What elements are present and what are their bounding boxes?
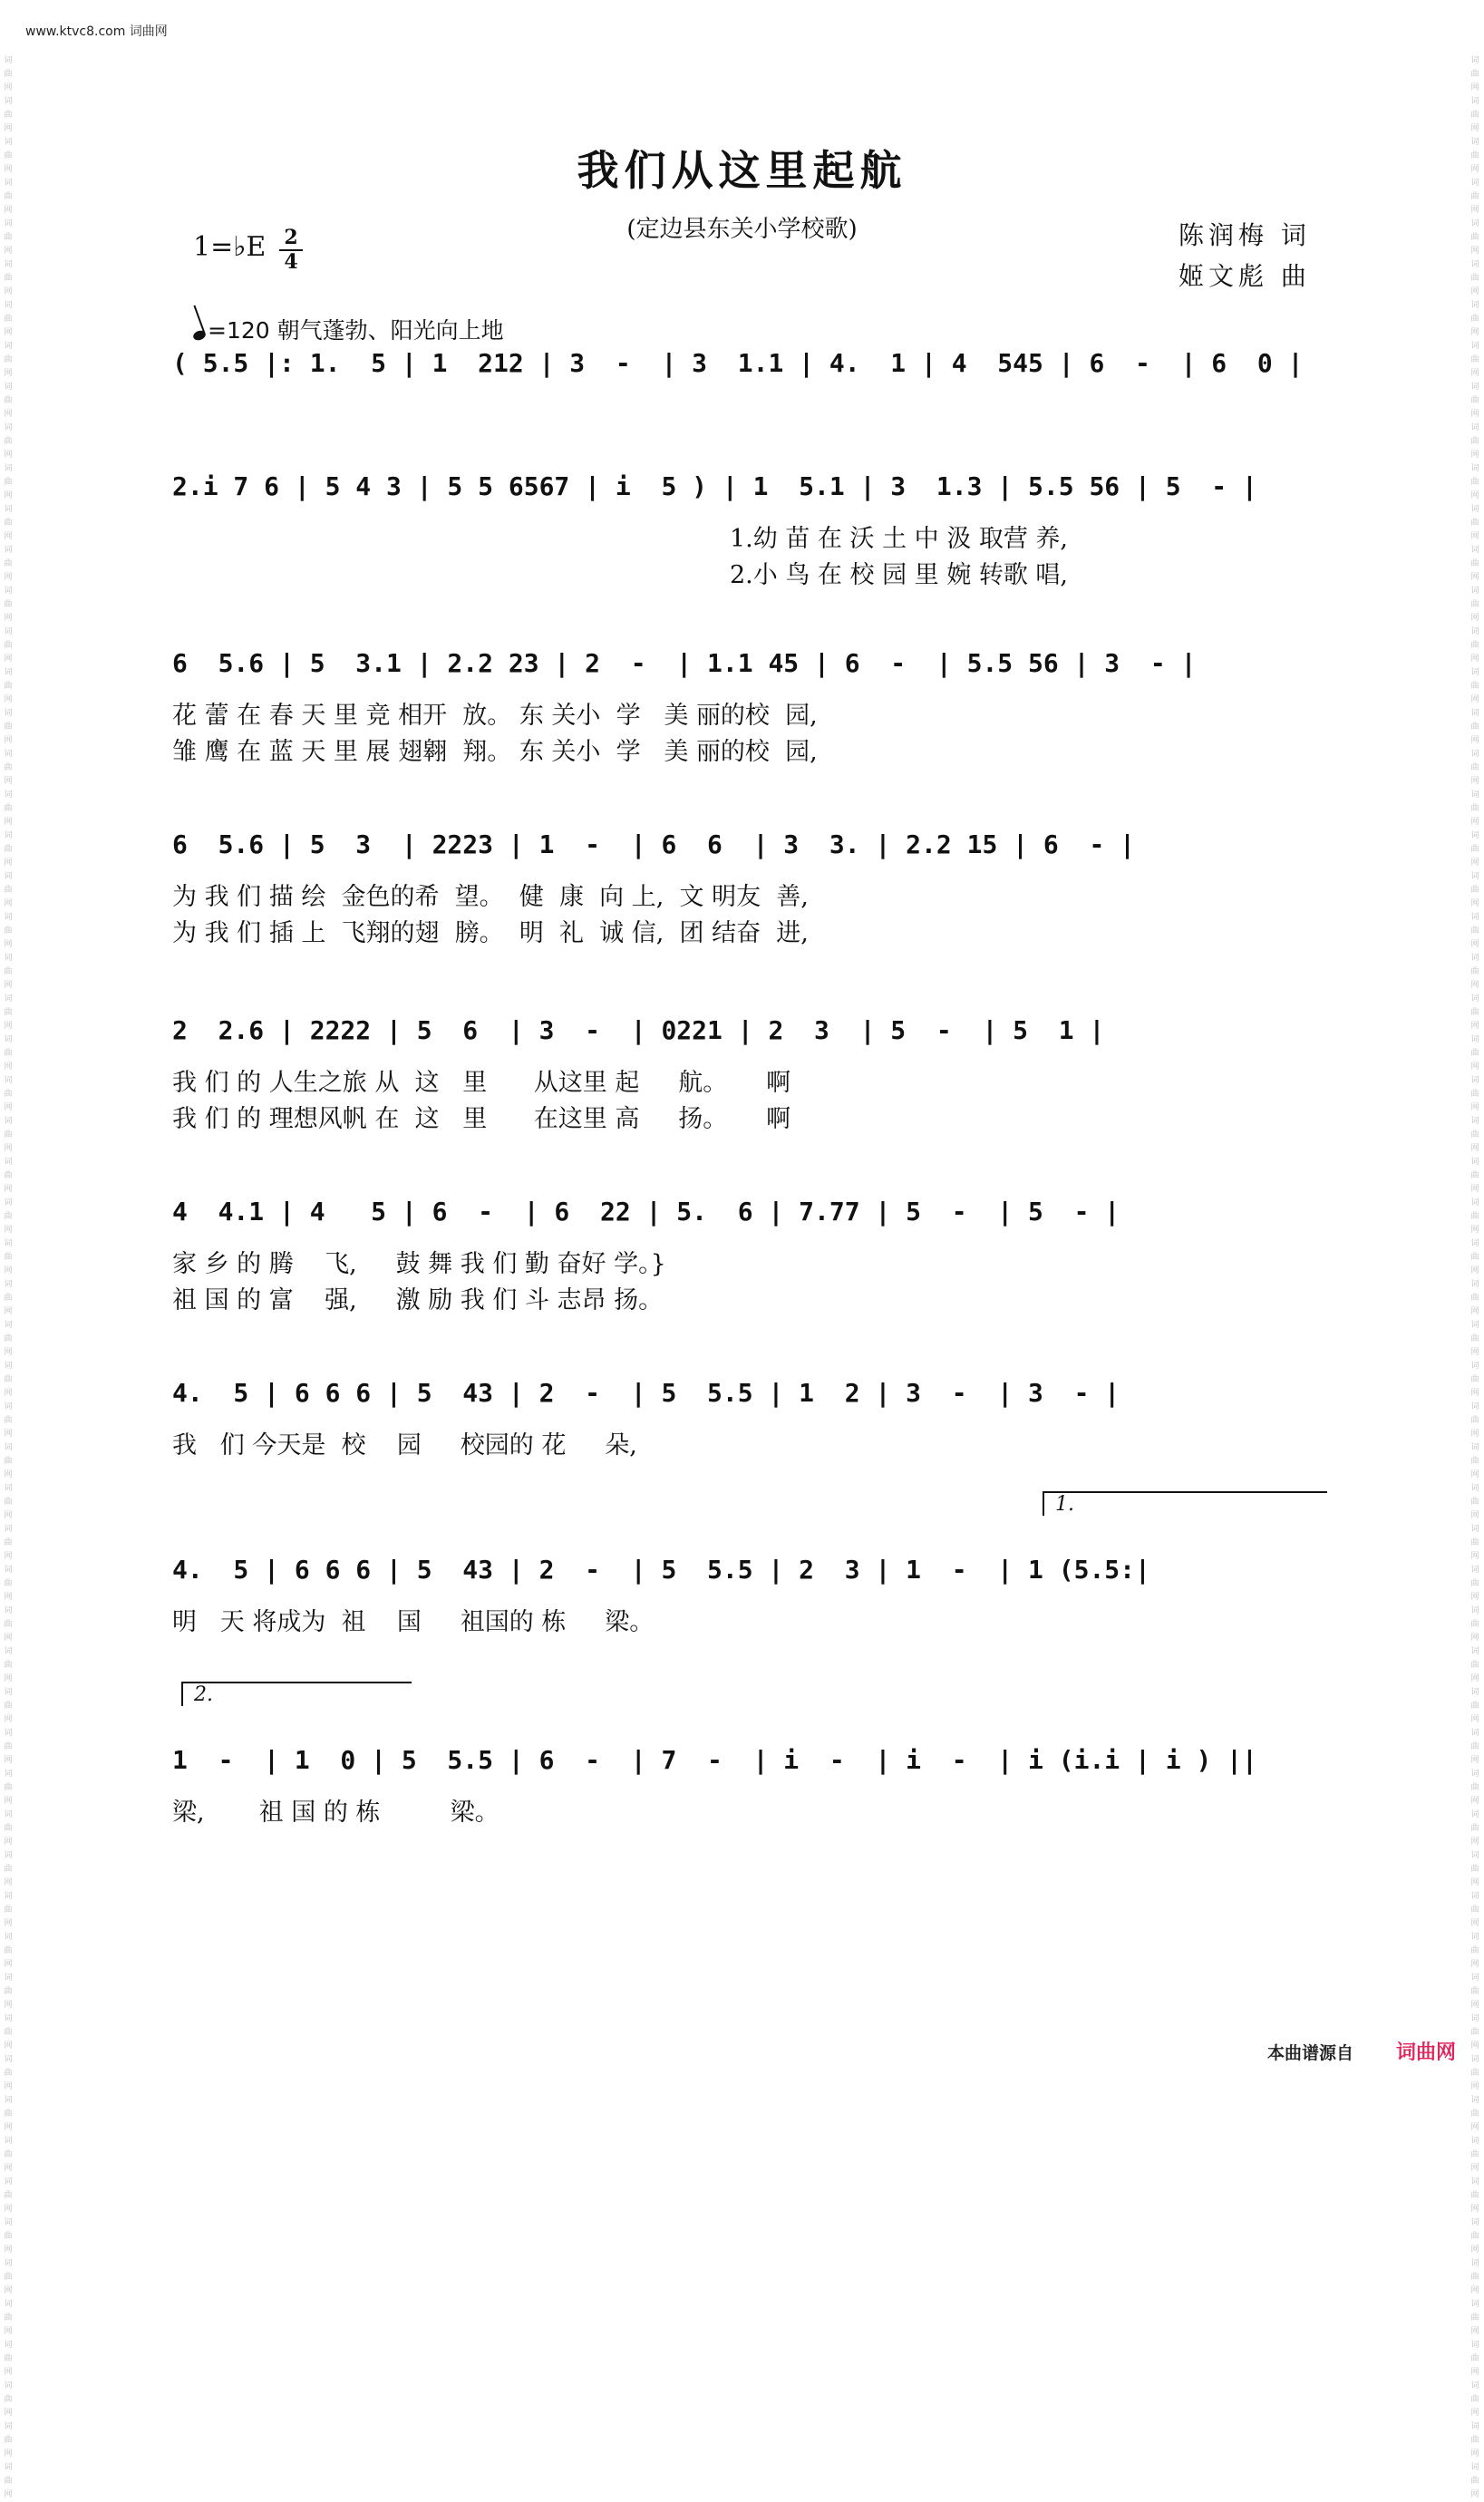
notation-line-9: 1 - | 1 0 | 5 5.5 | 6 - | 7 - | i - | i - | i (i.i | i ) || bbox=[172, 1745, 1257, 1775]
lyric-line-3-1: 花 蕾 在 春 天 里 竞 相开 放。 东 关小 学 美 丽的校 园, bbox=[172, 702, 818, 730]
notation-line-6: 4 4.1 | 4 5 | 6 - | 6 22 | 5. 6 | 7.77 | 5 - | 5 - | bbox=[172, 1197, 1120, 1227]
lyric-line-7-1: 我 们 今天是 校 园 校园的 花 朵, bbox=[172, 1431, 637, 1460]
watermark-right: 词曲网词曲网词曲网词曲网词曲网词曲网词曲网词曲网词曲网词曲网词曲网词曲网词曲网词曲网词曲网词曲网词曲网词曲网词曲网词曲网词曲网词曲网词曲网词曲网词曲网词曲网词曲网词曲网词曲网词曲网词曲网词曲网词曲网词曲网词曲网词曲网词曲网词曲网词曲网词曲网词曲网词曲网词曲网词曲网词曲网词曲网词曲网词曲网词曲网词曲网词曲网词曲网词曲网词曲网词曲网词曲网词曲网词曲网词曲网词曲网 bbox=[1470, 56, 1479, 2499]
site-url: www.ktvc8.com 词曲网 bbox=[25, 24, 168, 39]
notation-line-4: 6 5.6 | 5 3 | 2223 | 1 - | 6 6 | 3 3. | 2.2 15 | 6 - | bbox=[172, 829, 1136, 859]
tempo-text: =120 朝气蓬勃、阳光向上地 bbox=[208, 317, 504, 344]
lyric-line-8-1: 明 天 将成为 祖 国 祖国的 栋 梁。 bbox=[172, 1608, 655, 1636]
volta-bracket-1: 1. bbox=[1043, 1491, 1327, 1516]
notation-line-8: 4. 5 | 6 6 6 | 5 43 | 2 - | 5 5.5 | 2 3 | 1 - | 1 (5.5:| bbox=[172, 1555, 1150, 1585]
lyric-line-5-1: 我 们 的 人生之旅 从 这 里 从这里 起 航。 啊 bbox=[172, 1069, 791, 1097]
quarter-note-icon bbox=[192, 329, 208, 342]
lyric-line-5-2: 我 们 的 理想风帆 在 这 里 在这里 高 扬。 啊 bbox=[172, 1105, 791, 1133]
footer-source: 本曲谱源自 bbox=[1267, 2043, 1354, 2063]
lyric-line-2-2: 2.小 鸟 在 校 园 里 婉 转歌 唱, bbox=[730, 561, 1069, 589]
lyric-line-2-1: 1.幼 苗 在 沃 土 中 汲 取营 养, bbox=[730, 525, 1069, 553]
lyricist-credit: 陈润梅 词 bbox=[1178, 220, 1311, 250]
lyric-line-4-2: 为 我 们 插 上 飞翔的翅 膀。 明 礼 诚 信, 团 结奋 进, bbox=[172, 919, 809, 947]
time-sig-bottom: 4 bbox=[284, 250, 298, 274]
notation-line-7: 4. 5 | 6 6 6 | 5 43 | 2 - | 5 5.5 | 1 2 | 3 - | 3 - | bbox=[172, 1378, 1120, 1408]
volta-bracket-2: 2. bbox=[181, 1682, 412, 1706]
lyric-line-9-1: 梁, 祖 国 的 栋 梁。 bbox=[172, 1799, 500, 1827]
footer-brand: 词曲网 bbox=[1396, 2041, 1457, 2064]
notation-line-5: 2 2.6 | 2222 | 5 6 | 3 - | 0221 | 2 3 | 5 - | 5 1 | bbox=[172, 1015, 1105, 1045]
lyric-line-3-2: 雏 鹰 在 蓝 天 里 展 翅翱 翔。 东 关小 学 美 丽的校 园, bbox=[172, 738, 818, 766]
lyric-line-4-1: 为 我 们 描 绘 金色的希 望。 健 康 向 上, 文 明友 善, bbox=[172, 883, 809, 911]
lyric-line-6-2: 祖 国 的 富 强, 激 励 我 们 斗 志昂 扬。 bbox=[172, 1286, 664, 1314]
notation-line-2: 2.i 7 6 | 5 4 3 | 5 5 6567 | i 5 ) | 1 5.1 | 3 1.3 | 5.5 56 | 5 - | bbox=[172, 471, 1257, 501]
lyric-line-6-1: 家 乡 的 腾 飞, 鼓 舞 我 们 勤 奋好 学。} bbox=[172, 1250, 666, 1278]
notation-line-1: ( 5.5 |: 1. 5 | 1 212 | 3 - | 3 1.1 | 4. 1 | 4 545 | 6 - | 6 0 | bbox=[172, 348, 1304, 378]
watermark-left: 词曲网词曲网词曲网词曲网词曲网词曲网词曲网词曲网词曲网词曲网词曲网词曲网词曲网词曲网词曲网词曲网词曲网词曲网词曲网词曲网词曲网词曲网词曲网词曲网词曲网词曲网词曲网词曲网词曲网词曲网词曲网词曲网词曲网词曲网词曲网词曲网词曲网词曲网词曲网词曲网词曲网词曲网词曲网词曲网词曲网词曲网词曲网词曲网词曲网词曲网词曲网词曲网词曲网词曲网词曲网词曲网词曲网词曲网词曲网词曲网 bbox=[4, 56, 13, 2499]
time-sig-top: 2 bbox=[279, 227, 303, 251]
composer-credit: 姬文彪 曲 bbox=[1178, 261, 1311, 291]
key-signature: 1=♭E bbox=[193, 231, 267, 263]
song-subtitle: (定边县东关小学校歌) bbox=[626, 216, 858, 243]
time-signature bbox=[279, 227, 303, 274]
notation-line-3: 6 5.6 | 5 3.1 | 2.2 23 | 2 - | 1.1 45 | 6 - | 5.5 56 | 3 - | bbox=[172, 648, 1197, 678]
tempo-marking bbox=[193, 313, 504, 345]
song-title: 我们从这里起航 bbox=[577, 146, 907, 195]
